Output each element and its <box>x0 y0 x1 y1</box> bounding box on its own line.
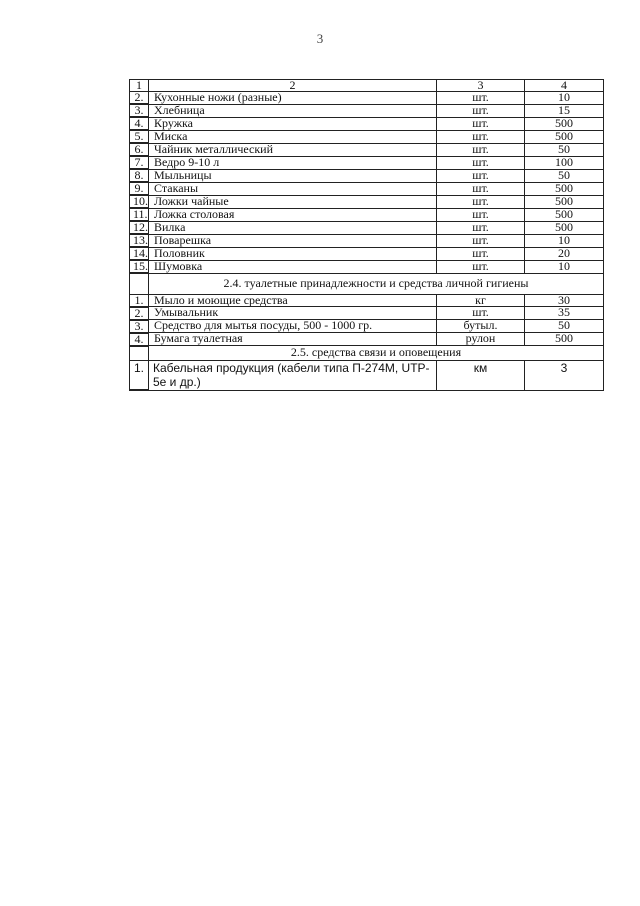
item-name: Половник <box>149 247 437 260</box>
item-quantity: 500 <box>525 195 604 208</box>
item-quantity: 10 <box>525 260 604 273</box>
item-quantity: 50 <box>525 320 604 333</box>
item-name: Кабельная продукция (кабели типа П-274М, UTP-5e и др.) <box>149 361 437 391</box>
item-quantity: 500 <box>525 130 604 143</box>
table-row <box>130 195 604 208</box>
section-spacer-cell <box>130 346 149 361</box>
item-name: Ложка столовая <box>149 208 437 221</box>
row-number: 6. <box>130 143 149 156</box>
item-name: Стаканы <box>149 182 437 195</box>
item-unit: шт. <box>437 117 525 130</box>
supply-table <box>129 79 604 391</box>
item-name: Поварешка <box>149 234 437 247</box>
row-number: 1. <box>130 294 149 307</box>
item-unit: шт. <box>437 156 525 169</box>
item-quantity: 50 <box>525 169 604 182</box>
row-number: 1. <box>130 361 149 391</box>
item-name: Мыло и моющие средства <box>149 294 437 307</box>
item-unit: бутыл. <box>437 320 525 333</box>
item-name: Вилка <box>149 221 437 234</box>
row-number: 3. <box>130 104 149 117</box>
table-row <box>130 333 604 346</box>
item-name: Средство для мытья посуды, 500 - 1000 гр. <box>149 320 437 333</box>
item-quantity: 35 <box>525 307 604 320</box>
table-header-row <box>130 80 604 92</box>
table-row <box>130 361 604 391</box>
table-row <box>130 182 604 195</box>
item-name: Мыльницы <box>149 169 437 182</box>
row-number: 4. <box>130 117 149 130</box>
table-row <box>130 156 604 169</box>
row-number: 15. <box>130 260 149 273</box>
item-name: Хлебница <box>149 104 437 117</box>
row-number: 7. <box>130 156 149 169</box>
item-name: Кухонные ножи (разные) <box>149 92 437 105</box>
row-number: 12. <box>130 221 149 234</box>
item-quantity: 500 <box>525 182 604 195</box>
item-unit: шт. <box>437 260 525 273</box>
page-number: 3 <box>316 31 324 46</box>
table-row <box>130 169 604 182</box>
section-heading: 2.5. средства связи и оповещения <box>149 346 604 361</box>
table-row <box>130 294 604 307</box>
header-cell: 2 <box>149 80 437 92</box>
item-quantity: 500 <box>525 221 604 234</box>
section-spacer-cell <box>130 273 149 294</box>
header-cell: 4 <box>525 80 604 92</box>
table-row <box>130 307 604 320</box>
section-row <box>130 346 604 361</box>
row-number: 9. <box>130 182 149 195</box>
item-name: Шумовка <box>149 260 437 273</box>
item-quantity: 50 <box>525 143 604 156</box>
item-unit: км <box>437 361 525 391</box>
row-number: 4. <box>130 333 149 346</box>
item-quantity: 10 <box>525 92 604 105</box>
item-quantity: 100 <box>525 156 604 169</box>
item-unit: шт. <box>437 221 525 234</box>
table-row <box>130 92 604 105</box>
item-unit: шт. <box>437 130 525 143</box>
section-heading: 2.4. туалетные принадлежности и средства личной гигиены <box>149 273 604 294</box>
item-unit: кг <box>437 294 525 307</box>
item-unit: шт. <box>437 208 525 221</box>
item-quantity: 500 <box>525 208 604 221</box>
item-name: Бумага туалетная <box>149 333 437 346</box>
item-name: Чайник металлический <box>149 143 437 156</box>
item-quantity: 500 <box>525 333 604 346</box>
table-row <box>130 143 604 156</box>
item-name: Ведро 9-10 л <box>149 156 437 169</box>
row-number: 10. <box>130 195 149 208</box>
item-quantity: 20 <box>525 247 604 260</box>
item-quantity: 30 <box>525 294 604 307</box>
table-row <box>130 234 604 247</box>
item-name: Кружка <box>149 117 437 130</box>
item-quantity: 500 <box>525 117 604 130</box>
item-name: Ложки чайные <box>149 195 437 208</box>
header-cell: 3 <box>437 80 525 92</box>
header-cell: 1 <box>130 80 149 92</box>
item-quantity: 3 <box>525 361 604 391</box>
row-number: 11. <box>130 208 149 221</box>
item-unit: шт. <box>437 195 525 208</box>
item-unit: рулон <box>437 333 525 346</box>
item-unit: шт. <box>437 104 525 117</box>
row-number: 2. <box>130 307 149 320</box>
row-number: 5. <box>130 130 149 143</box>
row-number: 3. <box>130 320 149 333</box>
table-row <box>130 260 604 273</box>
row-number: 8. <box>130 169 149 182</box>
item-unit: шт. <box>437 234 525 247</box>
table-row <box>130 117 604 130</box>
table-row <box>130 208 604 221</box>
item-unit: шт. <box>437 182 525 195</box>
item-name: Миска <box>149 130 437 143</box>
table-row <box>130 247 604 260</box>
item-unit: шт. <box>437 307 525 320</box>
item-quantity: 15 <box>525 104 604 117</box>
item-name: Умывальник <box>149 307 437 320</box>
row-number: 2. <box>130 92 149 105</box>
item-unit: шт. <box>437 169 525 182</box>
row-number: 13. <box>130 234 149 247</box>
table-row <box>130 104 604 117</box>
item-unit: шт. <box>437 143 525 156</box>
section-row <box>130 273 604 294</box>
table-row <box>130 221 604 234</box>
table-row <box>130 130 604 143</box>
table-row <box>130 320 604 333</box>
item-quantity: 10 <box>525 234 604 247</box>
item-unit: шт. <box>437 247 525 260</box>
row-number: 14. <box>130 247 149 260</box>
item-unit: шт. <box>437 92 525 105</box>
